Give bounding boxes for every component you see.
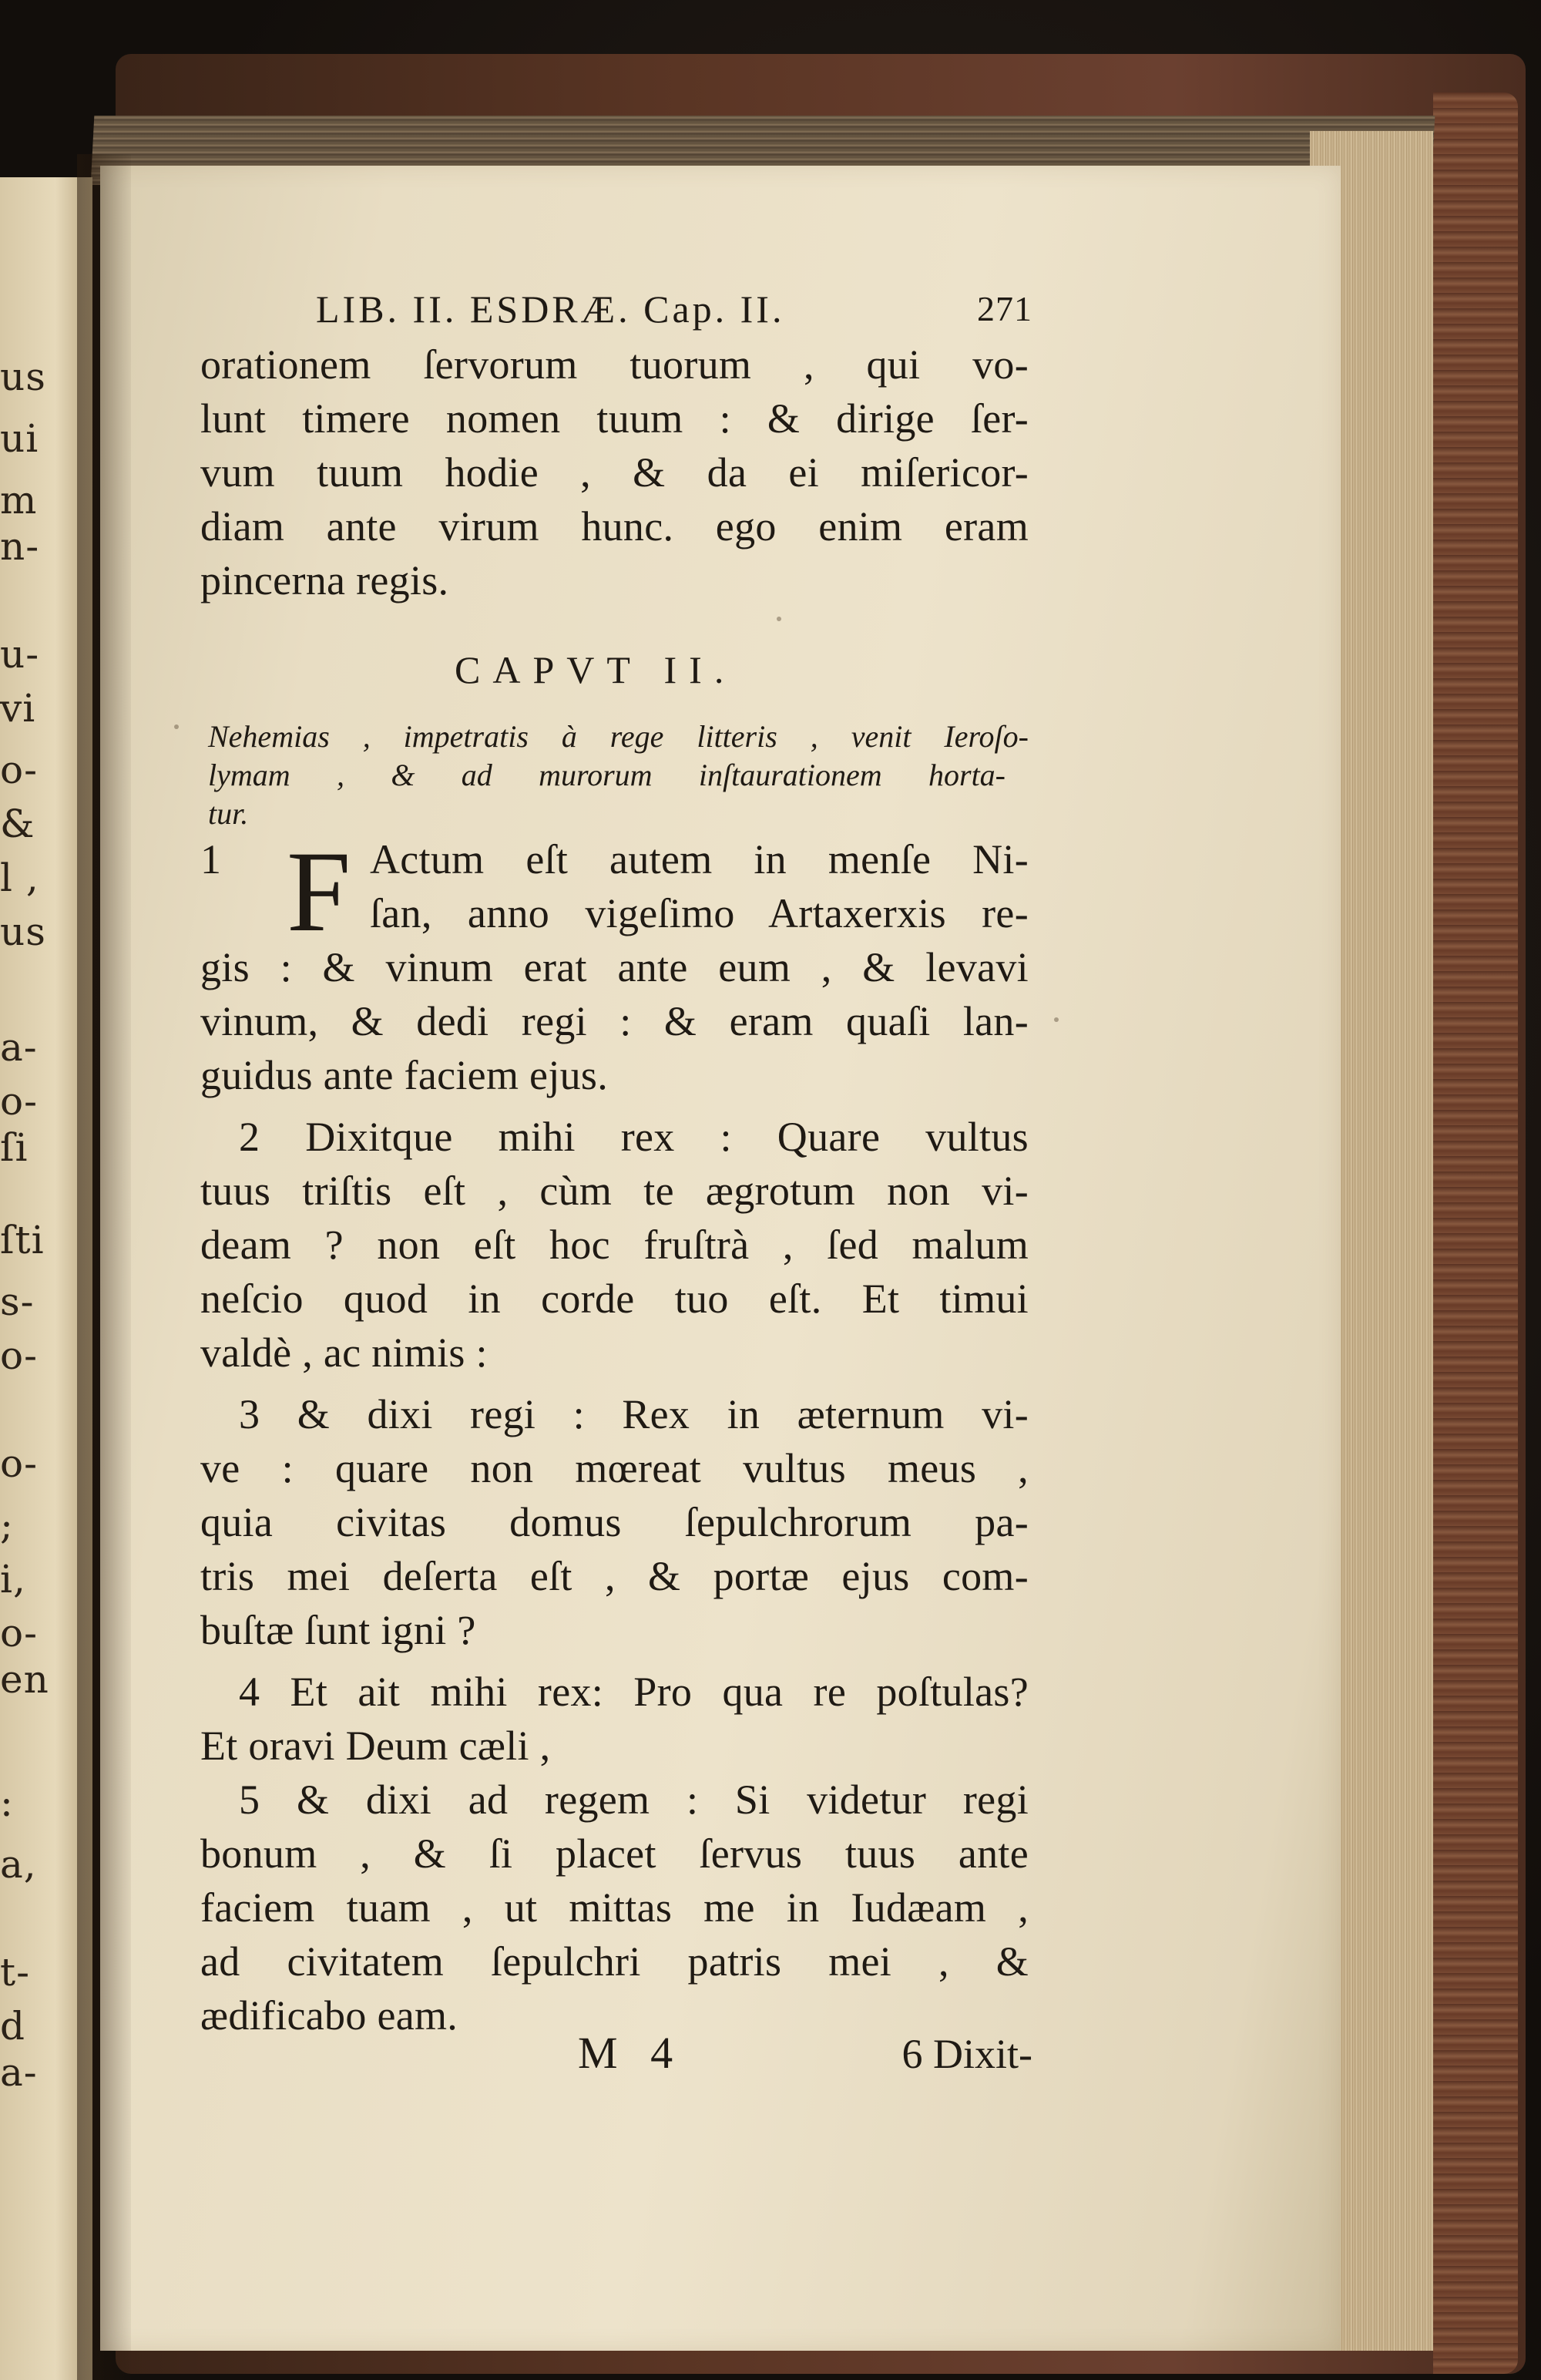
running-head [316, 287, 1032, 333]
text-line: ſan, anno vigeſimo Artaxerxis re- [370, 890, 1029, 936]
text-line: neſcio quod in corde tuo eſt. Et timui [200, 1276, 1029, 1322]
book-spine-edge [1433, 92, 1518, 2374]
left-page-fragment: ſti [0, 1218, 45, 1262]
verse-number: 2 [239, 1114, 260, 1160]
left-page-fragment: o- [0, 1333, 38, 1378]
left-page-fragment: n- [0, 524, 40, 569]
left-page-fragment: s- [0, 1279, 35, 1324]
left-page-fragment: us [0, 909, 46, 954]
text-line: orationem ſervorum tuorum , qui vo- [200, 341, 1029, 388]
left-page-fragment: o- [0, 1441, 38, 1486]
text-line: diam ante virum hunc. ego enim eram [200, 503, 1029, 550]
left-page-fragment: m [0, 478, 38, 523]
left-page-fragment: a- [0, 1025, 38, 1070]
text-line: bonum , & ſi placet ſervus tuus ante [200, 1830, 1029, 1877]
ink-speck [1054, 1017, 1059, 1022]
text-line: Actum eſt autem in menſe Ni- [370, 836, 1029, 882]
verse-first-line [239, 1773, 1029, 1827]
catchword: 6 Dixit- [901, 2031, 1032, 2077]
left-page-fragment: : [0, 1780, 14, 1825]
left-page-fragment: a, [0, 1842, 37, 1887]
left-page-fragment: i, [0, 1557, 26, 1602]
text-line: vum tuum hodie , & da ei miſericor- [200, 449, 1029, 496]
chapter-summary-line: tur. [208, 796, 249, 831]
verse-number: 5 [239, 1777, 260, 1823]
left-page-fragment: ſi [0, 1125, 29, 1170]
chapter-heading: CAPVT II. [455, 648, 737, 691]
text-line: deam ? non eſt hoc fruſtrà , ſed malum [200, 1222, 1029, 1268]
verse-text: & dixi ad regem : Si videtur regi [296, 1777, 1029, 1823]
text-line: vinum, & dedi regi : & eram quaſi lan- [200, 998, 1029, 1044]
text-line: tuus triſtis eſt , cùm te ægrotum non vi- [200, 1168, 1029, 1214]
left-page-fragment: o- [0, 1611, 38, 1656]
text-line: pincerna regis. [200, 557, 449, 603]
chapter-summary-line: lymam , & ad murorum inſtaurationem horta- [208, 758, 1006, 792]
verse-first-line [239, 1387, 1029, 1441]
verse-number: 1 [200, 836, 222, 882]
left-page-fragment: d [0, 2004, 26, 2049]
left-page-fragment: vi [0, 686, 36, 731]
left-page-fragment: ui [0, 416, 39, 461]
verse-text: Et ait mihi rex: Pro qua re poſtulas? [290, 1669, 1029, 1715]
text-line: faciem tuam , ut mittas me in Iudæam , [200, 1884, 1029, 1931]
left-page-fragment: t- [0, 1950, 30, 1995]
drop-capital: F [287, 828, 351, 956]
verse-first-line [239, 1110, 1029, 1164]
text-line: Et oravi Deum cæli , [200, 1723, 551, 1769]
verse-text: & dixi regi : Rex in æternum vi- [297, 1391, 1029, 1437]
verse-first-line [239, 1665, 1029, 1719]
left-page-fragment: o- [0, 1079, 38, 1124]
left-page-fragment: o- [0, 748, 38, 792]
ink-speck [174, 724, 179, 729]
text-line: valdè , ac nimis : [200, 1330, 488, 1376]
text-line: ædificabo eam. [200, 1992, 458, 2039]
chapter-summary-line: Nehemias , impetratis à rege litteris , venit Ieroſo- [208, 719, 1029, 754]
text-line: ad civitatem ſepulchri patris mei , & [200, 1938, 1029, 1985]
ink-speck [777, 617, 781, 621]
left-page-fragment: l , [0, 856, 39, 900]
text-line: lunt timere nomen tuum : & dirige ſer- [200, 395, 1029, 442]
text-line: guidus ante faciem ejus. [200, 1052, 609, 1098]
text-line: quia civitas domus ſepulchrorum pa- [200, 1499, 1029, 1545]
signature-mark: M 4 [578, 2028, 684, 2078]
left-page-fragment: & [0, 802, 35, 846]
left-page-fragment: a- [0, 2050, 38, 2095]
text-line: tris mei deſerta eſt , & portæ ejus com- [200, 1553, 1029, 1599]
page-number: 271 [977, 289, 1032, 328]
text-line: buſtæ ſunt igni ? [200, 1607, 476, 1653]
verse-number: 4 [239, 1669, 260, 1715]
verse-number: 3 [239, 1391, 260, 1437]
left-page-fragment: us [0, 355, 46, 399]
left-page-fragment: u- [0, 632, 40, 677]
left-page-fragment: en [0, 1657, 49, 1702]
verse-text: Dixitque mihi rex : Quare vultus [305, 1114, 1029, 1160]
running-head-title: LIB. II. ESDRÆ. Cap. II. [316, 287, 785, 331]
text-line: ve : quare non mœreat vultus meus , [200, 1445, 1029, 1491]
left-page-fragment: ; [0, 1503, 14, 1548]
text-line: gis : & vinum erat ante eum , & levavi [200, 944, 1029, 990]
gutter-shadow [77, 154, 131, 2380]
